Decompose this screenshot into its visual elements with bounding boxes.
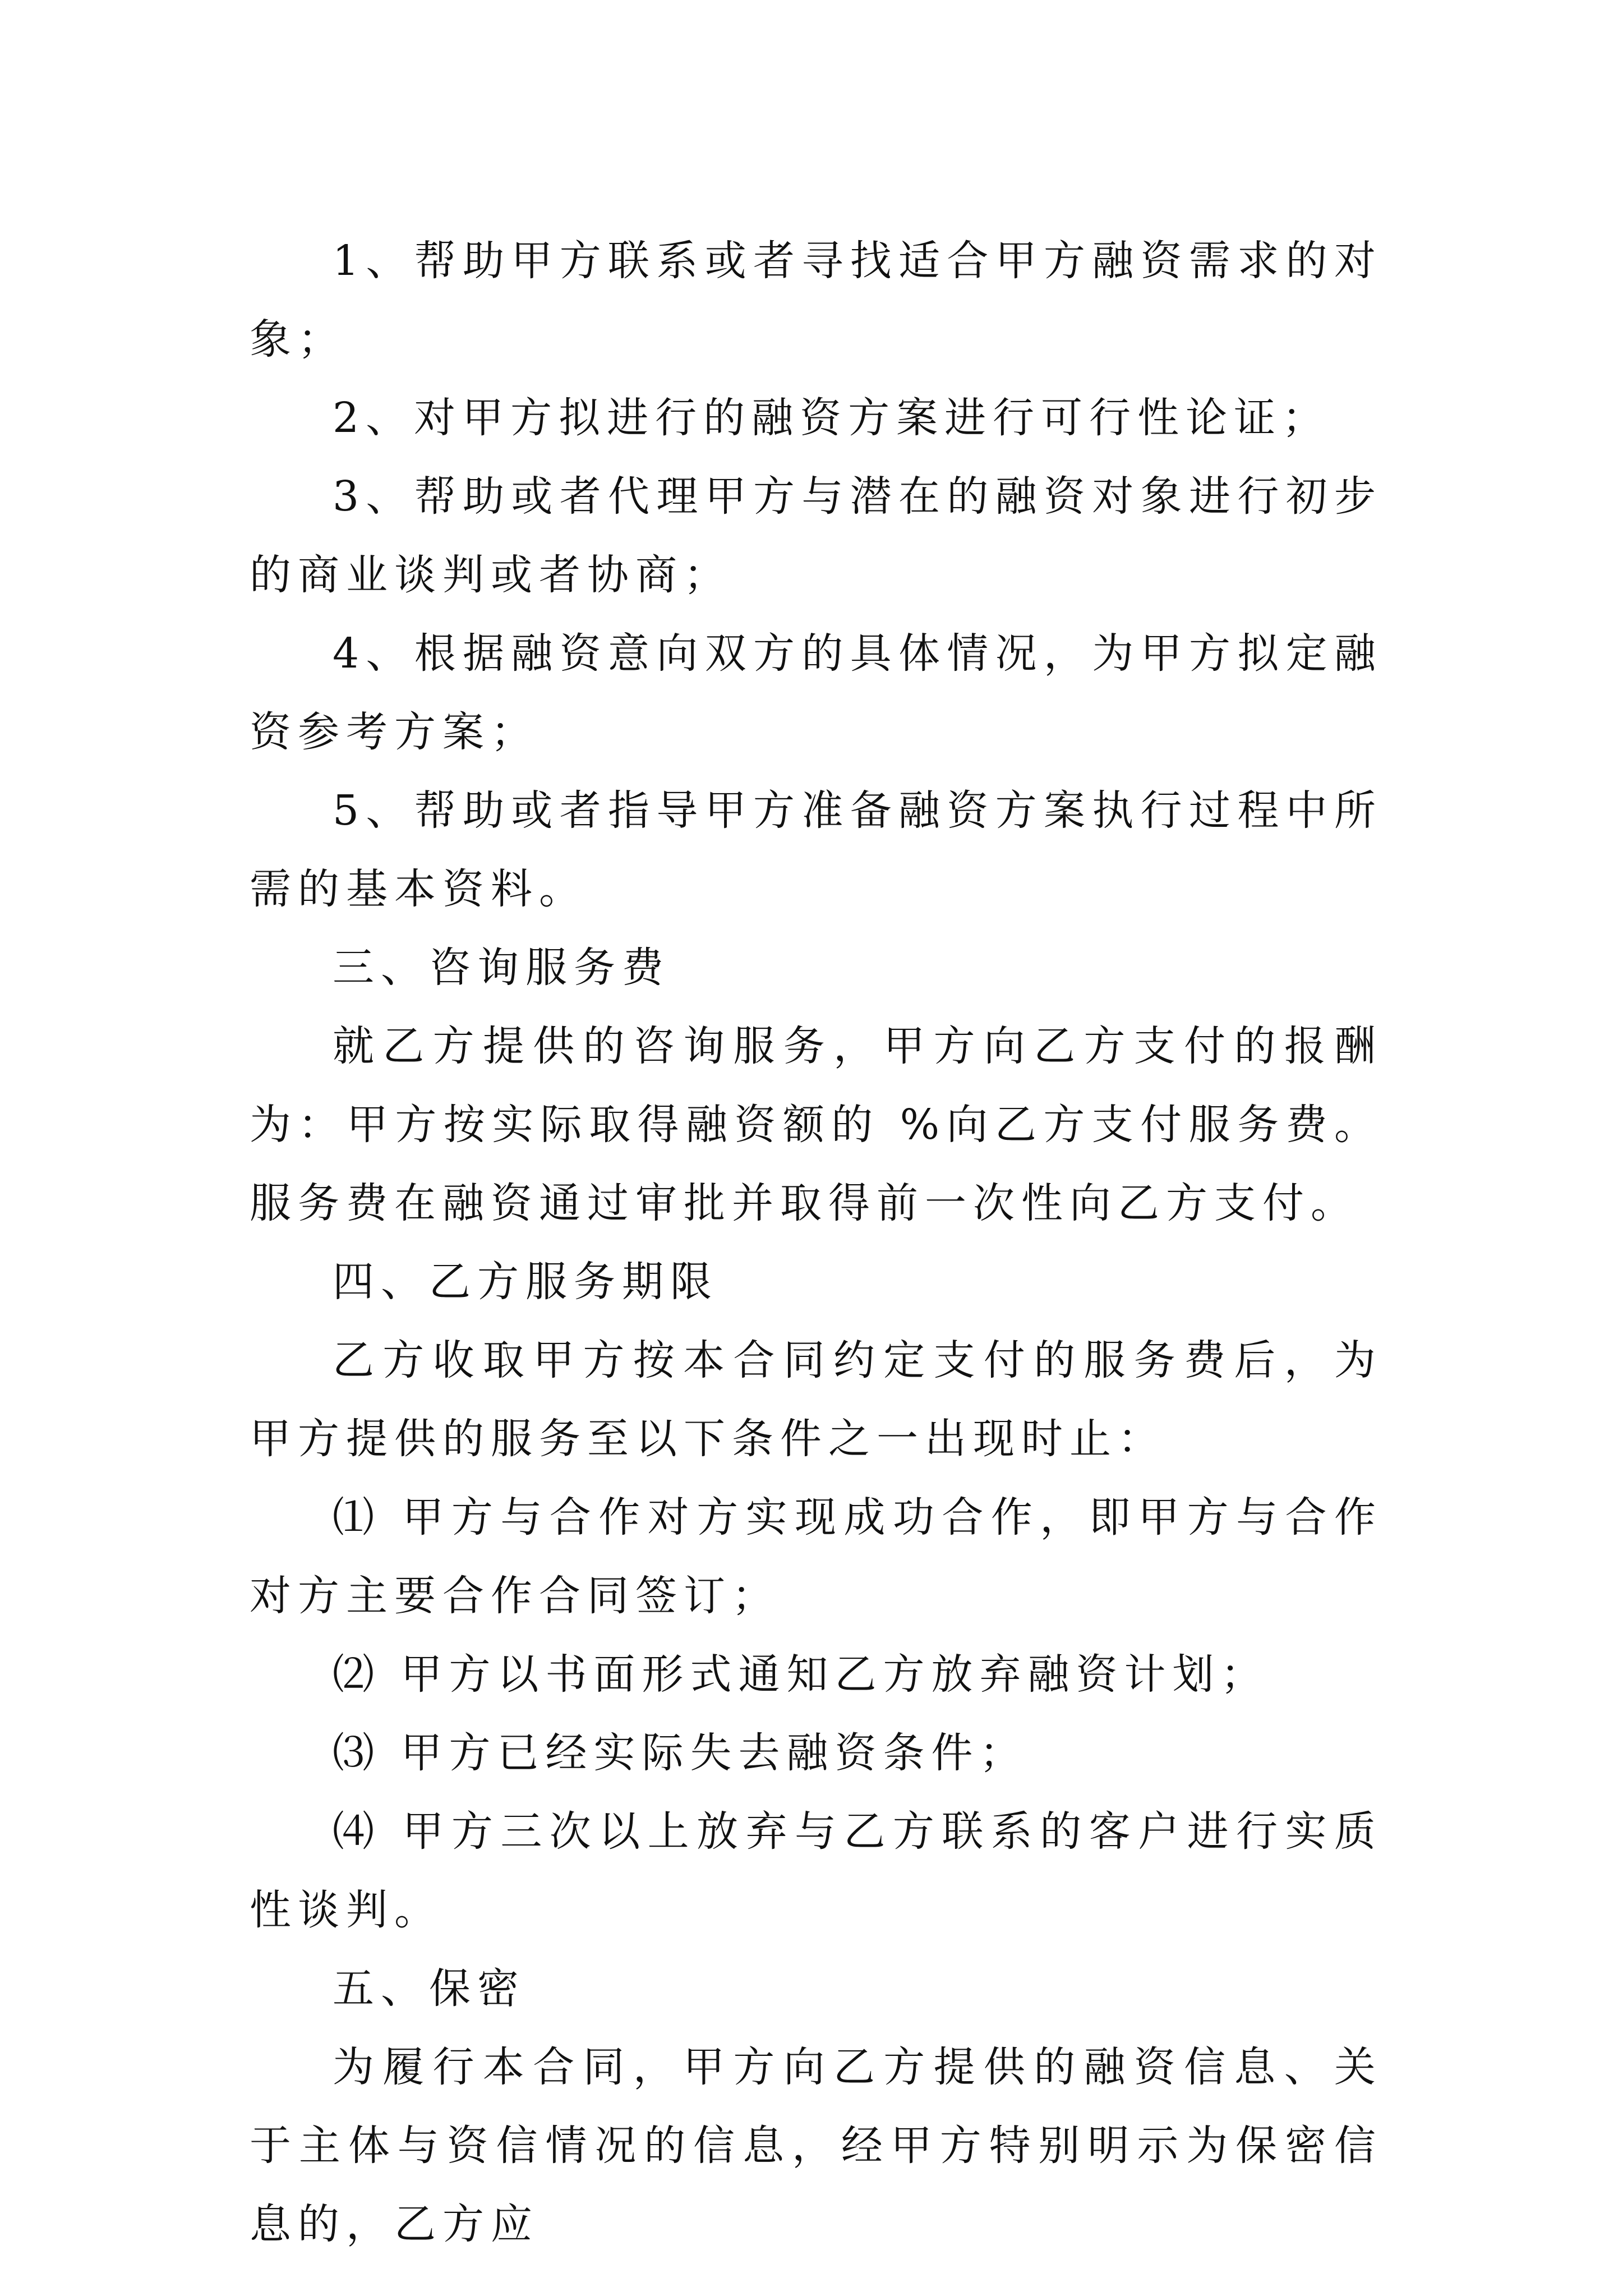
section-heading-fee: 三、咨询服务费 [333,944,670,992]
fee-paragraph: 就乙方提供的咨询服务，甲方向乙方支付的报酬为：甲方按实际取得融资额的 %向乙方支付服务费。服务费在融资通过审批并取得前一次性向乙方支付。 [250,1022,1382,1227]
term-condition-1: ⑴ 甲方与合作对方实现成功合作，即甲方与合作对方主要合作合同签订； [250,1493,1382,1620]
term-paragraph: 乙方收取甲方按本合同约定支付的服务费后，为甲方提供的服务至以下条件之一出现时止： [250,1336,1382,1463]
service-item-3: 3、帮助或者代理甲方与潜在的融资对象进行初步的商业谈判或者协商； [250,472,1382,599]
term-condition-3: ⑶ 甲方已经实际失去融资条件； [333,1729,1028,1777]
term-condition-4: ⑷ 甲方三次以上放弃与乙方联系的客户进行实质性谈判。 [250,1807,1382,1934]
term-condition-2: ⑵ 甲方以书面形式通知乙方放弃融资计划； [333,1650,1269,1699]
section-heading-confidentiality: 五、保密 [333,1964,525,2013]
section-heading-term: 四、乙方服务期限 [333,1258,718,1306]
service-item-4: 4、根据融资意向双方的具体情况，为甲方拟定融资参考方案； [250,629,1382,756]
confidentiality-paragraph: 为履行本合同，甲方向乙方提供的融资信息、关于主体与资信情况的信息，经甲方特别明示为保密信息的，乙方应 [250,2043,1382,2248]
service-item-5: 5、帮助或者指导甲方准备融资方案执行过程中所需的基本资料。 [250,786,1382,913]
service-item-1: 1、帮助甲方联系或者寻找适合甲方融资需求的对象； [250,237,1382,364]
document-body [250,222,1382,2263]
service-item-2: 2、对甲方拟进行的融资方案进行可行性论证； [333,394,1331,442]
